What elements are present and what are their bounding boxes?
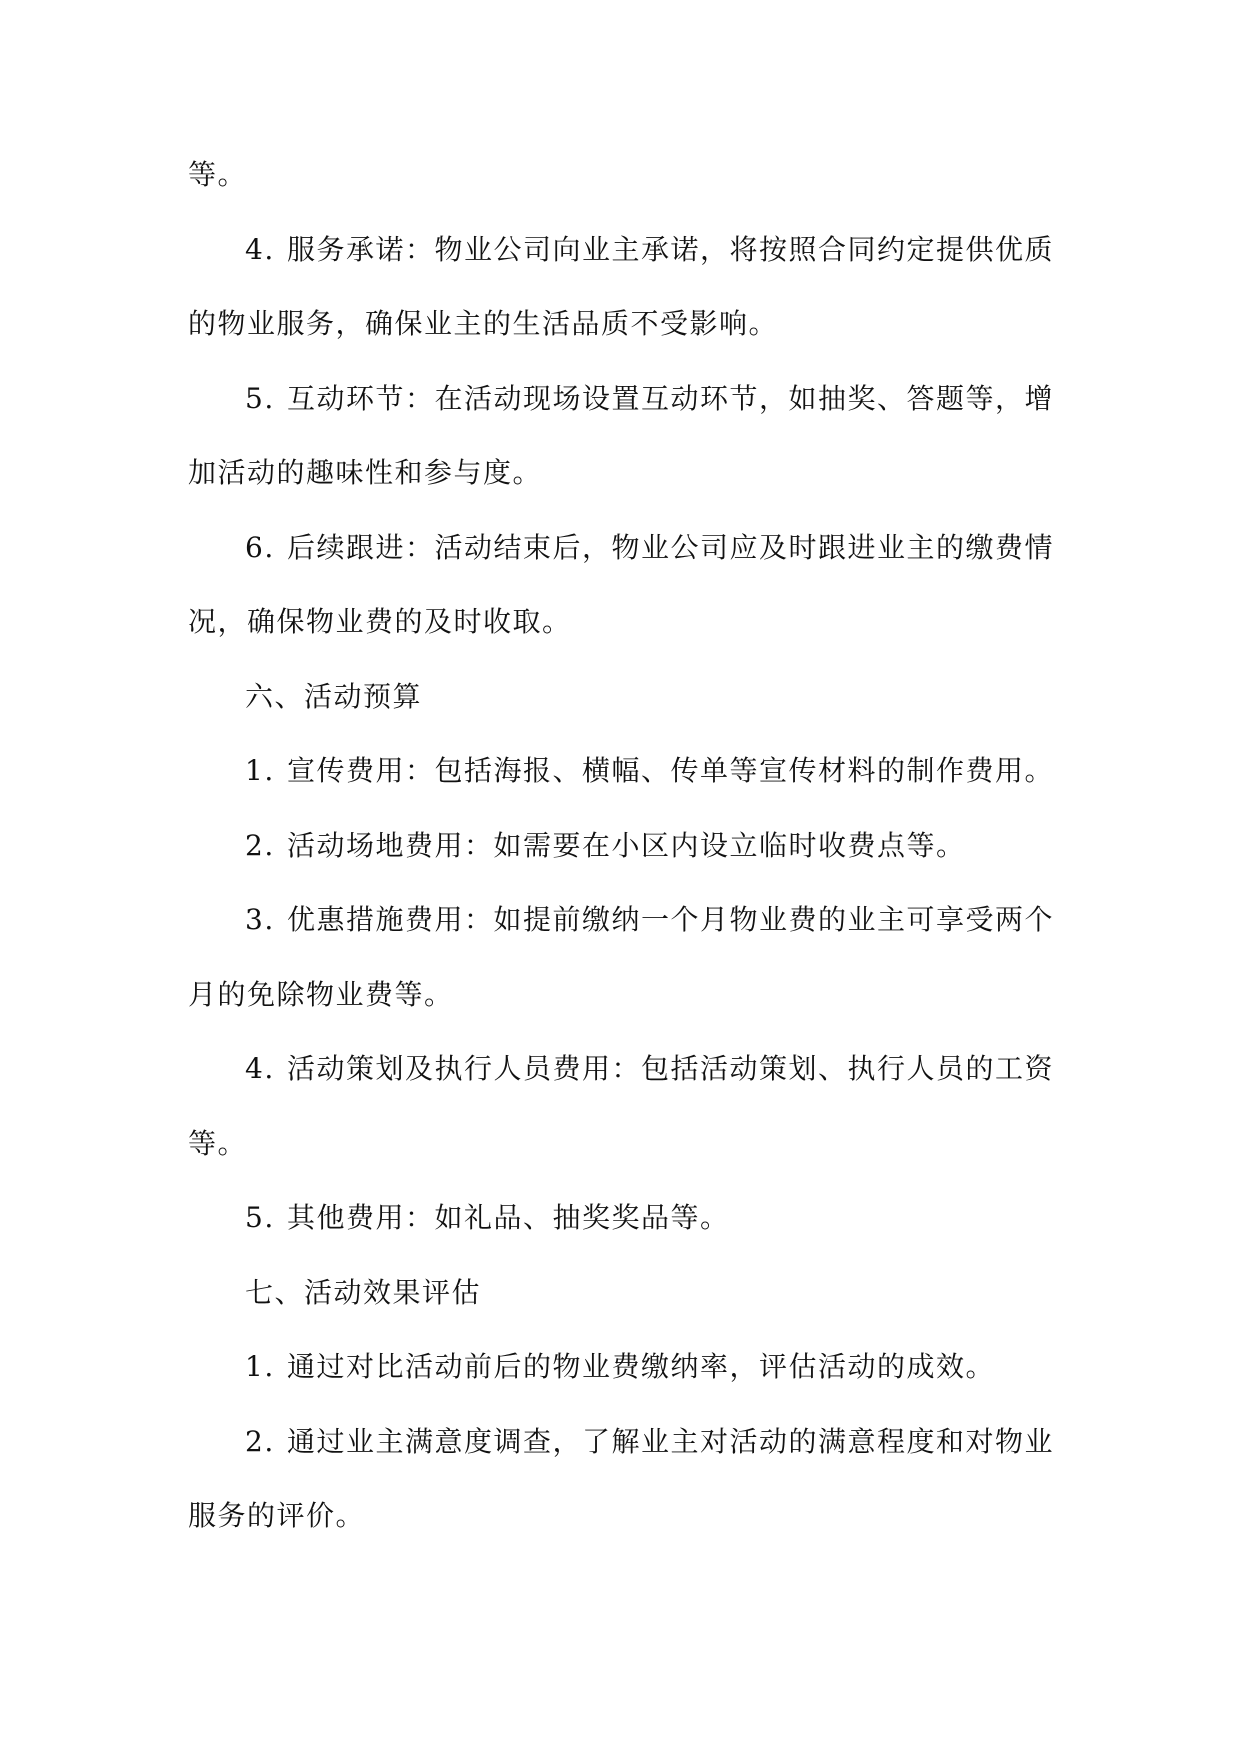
paragraph-text: 后续跟进：活动结束后，物业公司应及时跟进业主的缴费情况，确保物业费的及时收取。 <box>188 530 1055 638</box>
document-body <box>188 138 1054 1554</box>
paragraph-text: 等。 <box>188 158 248 191</box>
paragraph-text: 互动环节：在活动现场设置互动环节，如抽奖、答题等，增加活动的趣味性和参与度。 <box>188 381 1055 489</box>
section-heading-text: 七、活动效果评估 <box>245 1275 482 1309</box>
list-number: 1. <box>245 1350 275 1383</box>
list-number: 4. <box>245 232 275 266</box>
section-heading-evaluation <box>188 1256 1054 1331</box>
list-number: 1. <box>245 754 275 787</box>
section-heading-budget <box>188 660 1054 735</box>
list-item-service-promise <box>188 213 1054 362</box>
paragraph-continuation <box>188 138 1054 213</box>
list-number: 4. <box>245 1052 275 1085</box>
list-number: 5. <box>245 1201 275 1234</box>
paragraph-text: 活动策划及执行人员费用：包括活动策划、执行人员的工资等。 <box>188 1052 1055 1160</box>
list-item-discount-cost <box>188 883 1054 1032</box>
paragraph-text: 通过对比活动前后的物业费缴纳率，评估活动的成效。 <box>287 1350 996 1383</box>
paragraph-text: 其他费用：如礼品、抽奖奖品等。 <box>287 1201 730 1234</box>
list-item-staff-cost <box>188 1032 1054 1181</box>
list-item-other-cost <box>188 1181 1054 1256</box>
list-number: 2. <box>245 1424 275 1458</box>
paragraph-text: 优惠措施费用：如提前缴纳一个月物业费的业主可享受两个月的免除物业费等。 <box>188 903 1055 1011</box>
list-item-payment-rate <box>188 1330 1054 1405</box>
paragraph-text: 活动场地费用：如需要在小区内设立临时收费点等。 <box>287 828 966 862</box>
list-item-satisfaction-survey <box>188 1405 1054 1554</box>
paragraph-text: 宣传费用：包括海报、横幅、传单等宣传材料的制作费用。 <box>287 754 1055 787</box>
list-number: 6. <box>245 530 275 564</box>
list-item-follow-up <box>188 511 1054 660</box>
list-number: 2. <box>245 828 275 862</box>
paragraph-text: 服务承诺：物业公司向业主承诺，将按照合同约定提供优质的物业服务，确保业主的生活品质不受影响。 <box>188 232 1055 340</box>
section-heading-text: 六、活动预算 <box>245 679 423 713</box>
list-item-publicity-cost <box>188 734 1054 809</box>
list-item-interaction <box>188 362 1054 511</box>
list-item-venue-cost <box>188 809 1054 884</box>
list-number: 3. <box>245 903 275 936</box>
list-number: 5. <box>245 381 275 415</box>
paragraph-text: 通过业主满意度调查，了解业主对活动的满意程度和对物业服务的评价。 <box>188 1424 1055 1532</box>
